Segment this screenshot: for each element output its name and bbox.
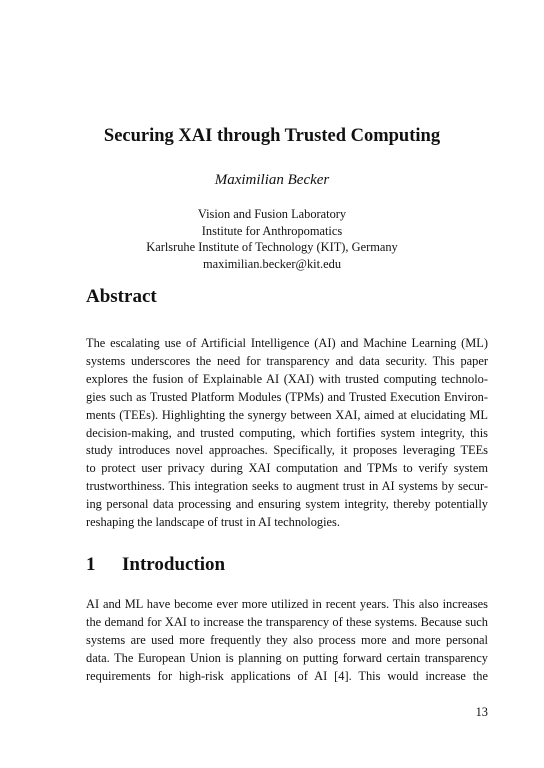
abstract-line: gies such as Trusted Platform Modules (TPMs) and Trusted Execution Environ-: [86, 389, 488, 404]
abstract-line: study introduces novel approaches. Specifically, it proposes leveraging TEEs: [86, 443, 488, 458]
abstract-line: The escalating use of Artificial Intelligence (AI) and Machine Learning (ML): [86, 336, 488, 350]
abstract-line: explores the fusion of Explainable AI (XAI) with trusted computing technolo-: [86, 371, 488, 386]
affiliation-university: Karlsruhe Institute of Technology (KIT), Germany: [146, 240, 398, 254]
intro-line: the demand for XAI to increase the transparency of these systems. Because such: [86, 614, 488, 629]
intro-line: data. The European Union is planning on putting forward certain transparency: [86, 650, 488, 665]
section-number: 1: [86, 554, 96, 575]
intro-line: systems are used more frequently they also process more and more personal: [86, 632, 488, 647]
abstract-heading: Abstract: [86, 286, 157, 307]
section-title: Introduction: [122, 554, 226, 575]
paper-title: Securing XAI through Trusted Computing: [103, 126, 441, 146]
abstract-line: reshaping the landscape of trust in AI technologies.: [86, 515, 340, 530]
abstract-line: ing personal data processing and ensuring system integrity, thereby potentially: [86, 497, 488, 512]
author-name: Maximilian Becker: [214, 172, 330, 188]
abstract-line: trustworthiness. This integration seeks to augment trust in AI systems by secur-: [86, 479, 488, 494]
intro-line: requirements for high-risk applications of AI [4]. This would increase the: [86, 668, 488, 683]
affiliation-lab: Vision and Fusion Laboratory: [197, 207, 347, 221]
affiliation-block: [0, 206, 544, 272]
abstract-line: ments (TEEs). Highlighting the synergy between XAI, aimed at elucidating ML: [86, 407, 488, 422]
intro-line: AI and ML have become ever more utilized in recent years. This also increases: [86, 597, 488, 611]
abstract-line: decision-making, and trusted computing, which fortifies system integrity, this: [86, 425, 488, 440]
affiliation-institute: Institute for Anthropomatics: [201, 223, 343, 238]
abstract-line: to protect user privacy during XAI computation and TPMs to verify system: [86, 461, 488, 476]
abstract-line: systems underscores the need for transparency and data security. This paper: [86, 353, 488, 368]
abstract-body: [86, 335, 488, 532]
page-number: 13: [475, 705, 488, 719]
author-email: maximilian.becker@kit.edu: [202, 256, 342, 271]
introduction-heading: [86, 553, 225, 577]
introduction-body: [86, 596, 488, 686]
